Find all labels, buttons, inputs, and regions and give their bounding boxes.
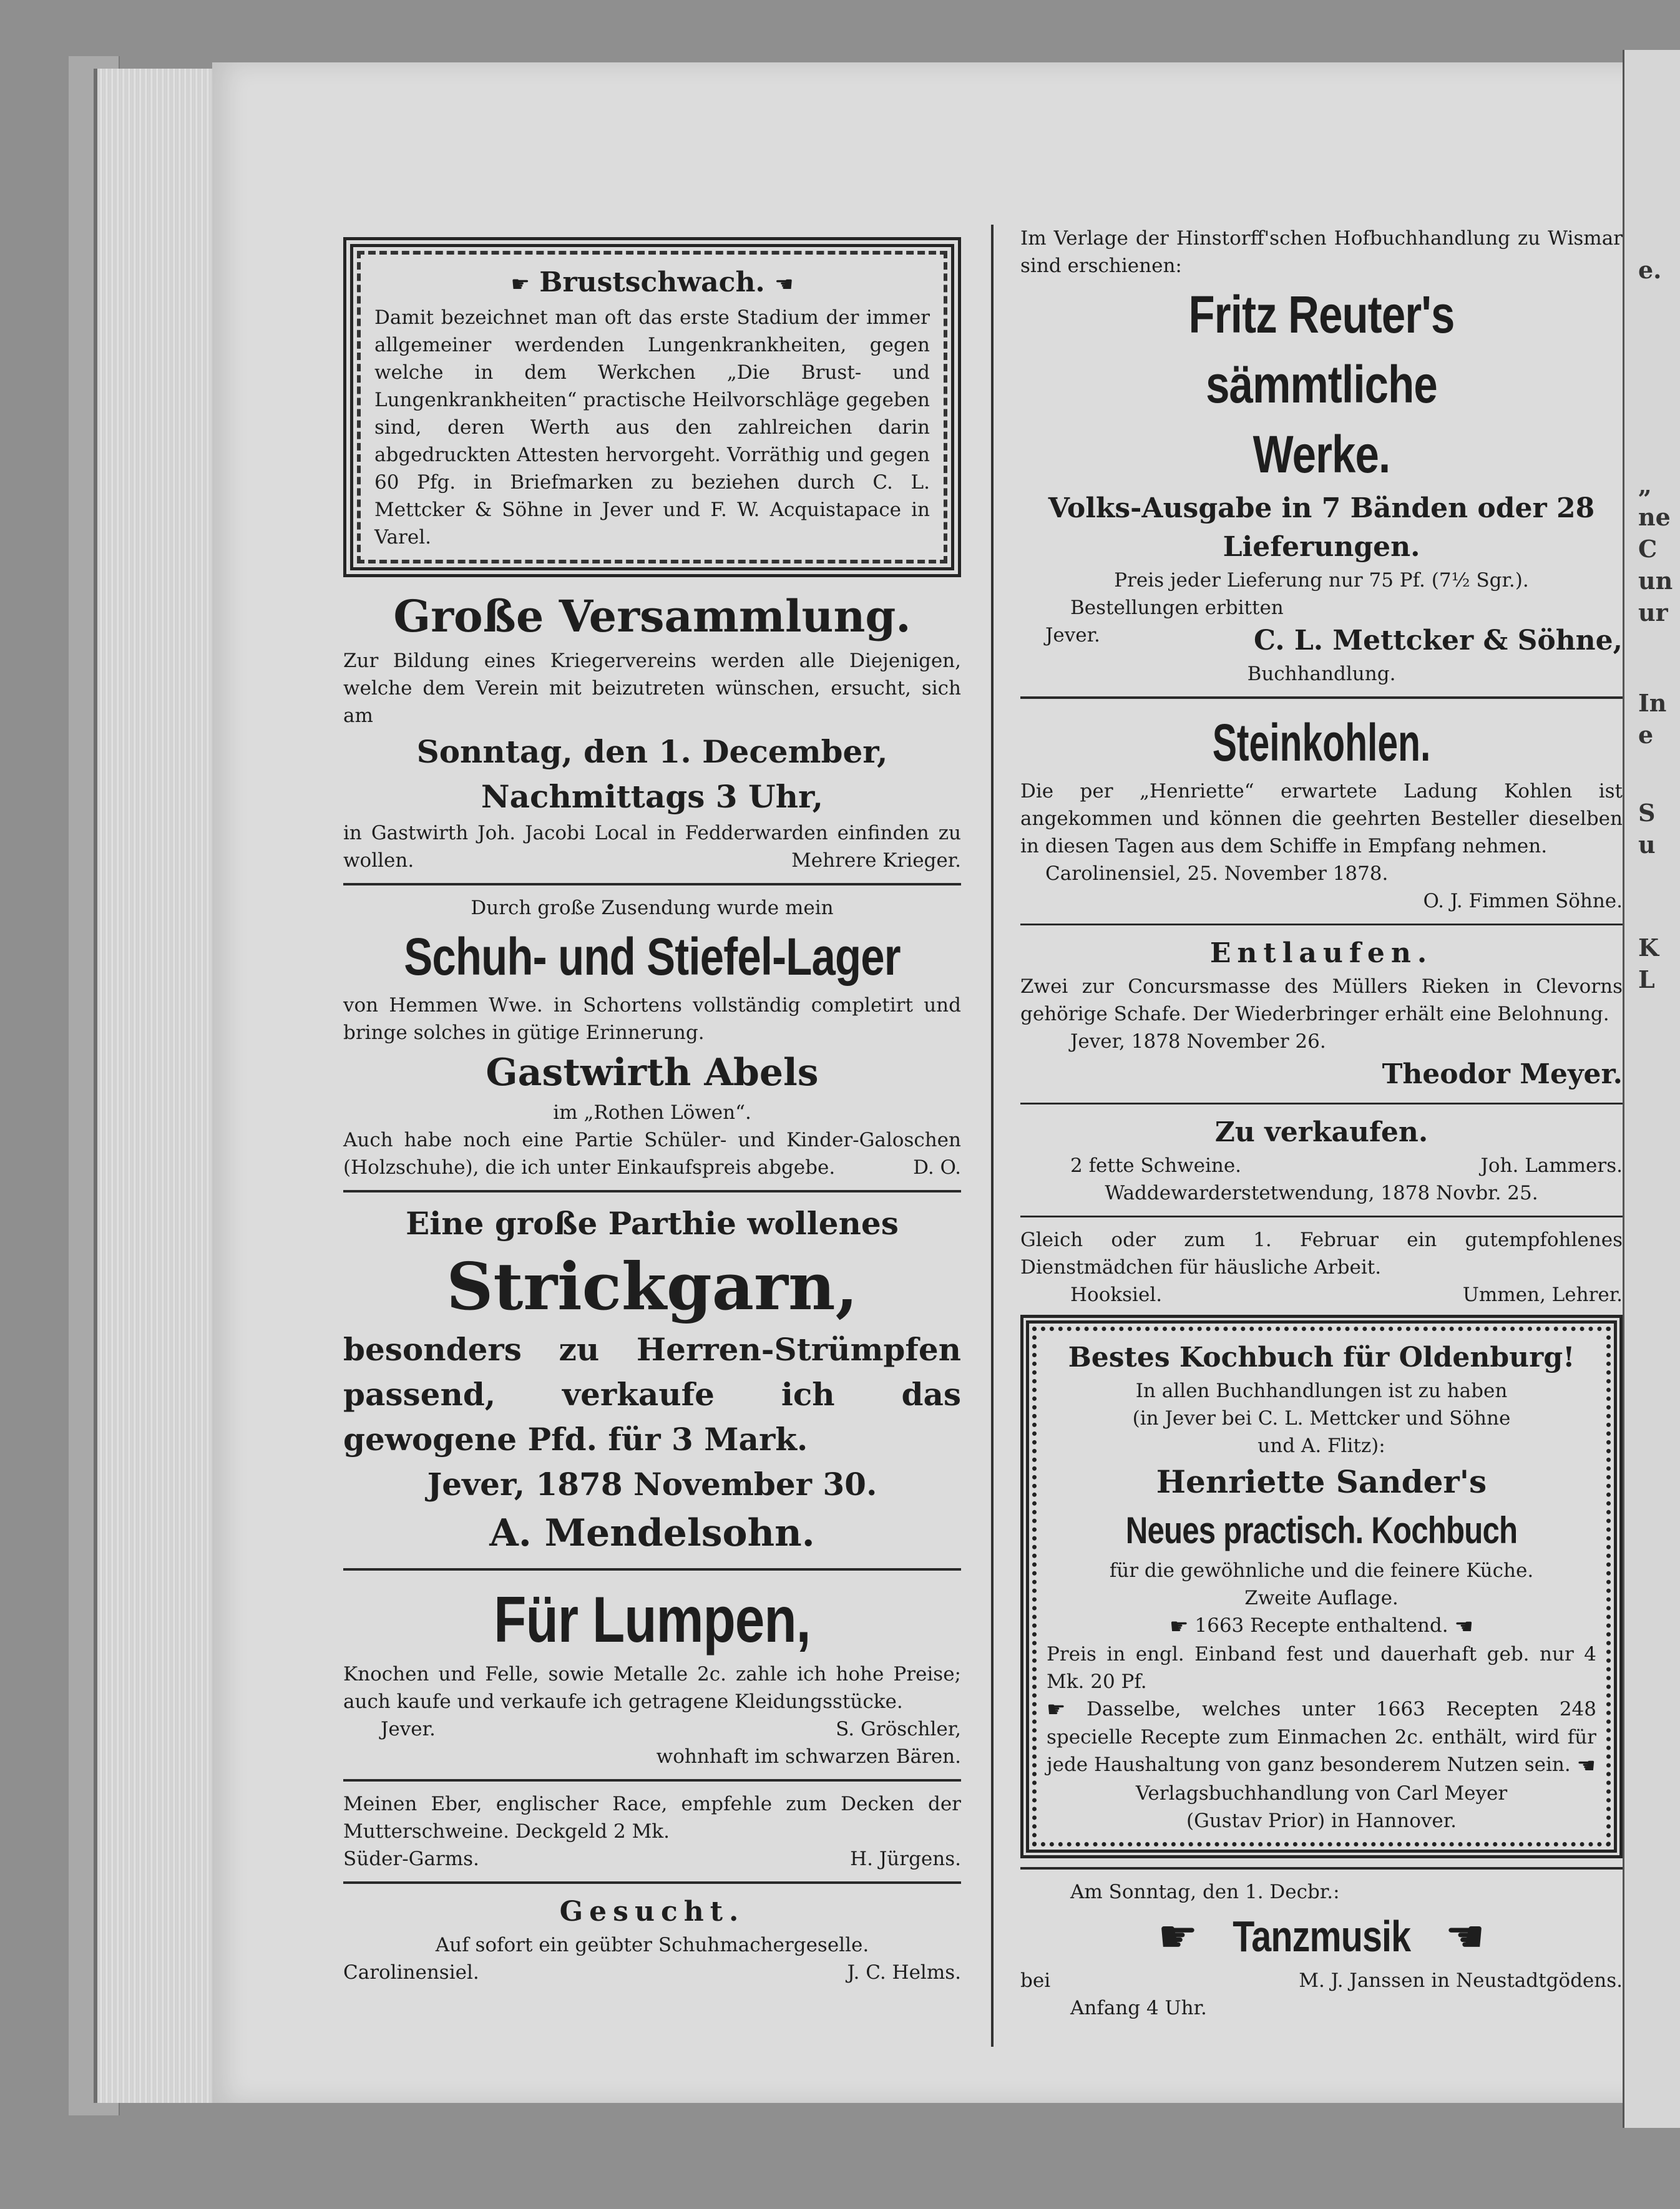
pointing-hand-icon: ☛ <box>1158 1909 1198 1963</box>
column-divider <box>991 225 994 2047</box>
ad-book-sub: für die gewöhnliche und die feinere Küche. <box>1109 1559 1534 1582</box>
ad-title: Strickgarn, <box>446 1247 858 1325</box>
ad-versammlung <box>343 586 961 874</box>
ad-kochbuch <box>1020 1315 1623 1858</box>
ad-address: wohnhaft im schwarzen Bären. <box>656 1745 961 1768</box>
ad-reuter <box>1020 225 1623 688</box>
left-column <box>343 237 961 1986</box>
ad-tanzmusik <box>1020 1878 1623 2022</box>
ad-place: Jever. <box>381 1717 436 1740</box>
separator <box>343 1190 961 1192</box>
ad-sign-row <box>1020 622 1623 660</box>
adjacent-fragment: ne <box>1638 503 1671 531</box>
separator <box>1020 1216 1623 1217</box>
ad-entlaufen <box>1020 934 1623 1094</box>
ad-start: Anfang 4 Uhr. <box>1070 1996 1207 2019</box>
ad-body: Meinen Eber, englischer Race, empfehle zum Decken der Mutterschweine. Deckgeld 2 Mk. <box>343 1792 961 1843</box>
ad-same: ☛ Dasselbe, welches unter 1663 Recepten 248 specielle Recepte zum Einmachen 2c. enthält, wird für jede Haushaltung von ganz besonderem Nutzen sein. ☚ <box>1047 1697 1596 1778</box>
adjacent-fragment: C <box>1638 535 1658 563</box>
ad-body: Damit bezeichnet man oft das erste Stadium der immer allgemeiner werdenden Lungenkrankheiten, gegen welche in dem Werkchen „Die Brust- und Lungenkrankheiten“ practische Heilvorschläge gegeben sind, deren Werth aus den zahlreichen darin abgedruckten Attesten hervorgeht. Vorräthig und gegen 60 Pfg. in Briefmarken zu beziehen durch C. L. Mettcker & Söhne in Jever und F. W. Acquistapace in Varel. <box>374 306 930 549</box>
ad-schuh-lager <box>343 894 961 1181</box>
ad-bei: bei <box>1020 1969 1051 1992</box>
ad-book-title: Neues practisch. Kochbuch <box>1125 1509 1518 1551</box>
ad-availability-2: (in Jever bei C. L. Mettcker und Söhne <box>1132 1407 1511 1430</box>
ad-body: Gleich oder zum 1. Februar ein gutempfohlenes Dienstmädchen für häusliche Arbeit. <box>1020 1229 1623 1279</box>
adjacent-fragment: e <box>1638 721 1654 749</box>
ad-place: im „Rothen Löwen“. <box>553 1101 751 1124</box>
ad-order: Bestellungen erbitten <box>1070 597 1284 619</box>
ad-signature: O. J. Fimmen Söhne. <box>1423 890 1623 912</box>
ad-zu-verkaufen <box>1020 1113 1623 1207</box>
ad-date: Waddewarderstetwendung, 1878 Novbr. 25. <box>1105 1182 1538 1204</box>
pointing-hand-icon: ☛ <box>510 271 530 297</box>
ad-title-2: Werke. <box>1253 425 1390 484</box>
ad-dienstmaedchen <box>1020 1226 1623 1309</box>
separator <box>343 1779 961 1782</box>
adjacent-fragment: un <box>1638 567 1673 595</box>
ad-availability-3: und A. Flitz): <box>1258 1435 1385 1457</box>
ad-recipes: ☛ 1663 Recepte enthaltend. ☚ <box>1170 1614 1473 1639</box>
ad-steinkohlen <box>1020 708 1623 915</box>
ad-place: Süder-Garms. <box>343 1847 479 1870</box>
pointing-hand-left-icon: ☚ <box>1454 1614 1473 1639</box>
ad-lumpen <box>343 1579 961 1770</box>
separator <box>1020 1103 1623 1104</box>
ad-strickgarn <box>343 1201 961 1559</box>
ad-eber <box>343 1790 961 1873</box>
ad-intro: Im Verlage der Hinstorff'schen Hofbuchhandlung zu Wismar sind erschienen: <box>1020 227 1623 277</box>
ad-title: Zu verkaufen. <box>1214 1116 1428 1148</box>
ad-name: A. Mendelsohn. <box>489 1511 815 1555</box>
ad-item-row <box>1020 1152 1623 1179</box>
ad-date: Jever, 1878 November 26. <box>1070 1030 1326 1053</box>
ad-sign-row <box>343 1959 961 1986</box>
ad-name: Joh. Lammers. <box>1480 1154 1623 1177</box>
separator <box>1020 1867 1623 1870</box>
ad-availability: In allen Buchhandlungen ist zu haben <box>1135 1380 1508 1402</box>
pointing-hand-left-icon: ☚ <box>1576 1753 1596 1778</box>
ad-name: Ummen, Lehrer. <box>1462 1284 1623 1306</box>
ad-title: Gesucht. <box>559 1895 745 1928</box>
ad-place: Jever. <box>1045 624 1100 646</box>
right-column <box>1020 225 1623 2022</box>
ad-name: Gastwirth Abels <box>486 1050 819 1095</box>
adjacent-fragment: L <box>1638 965 1655 993</box>
ad-when: Am Sonntag, den 1. Decbr.: <box>1070 1880 1340 1903</box>
ad-sign-row <box>1020 1281 1623 1309</box>
pointing-hand-icon: ☛ <box>1170 1614 1189 1639</box>
ad-date: Jever, 1878 November 30. <box>427 1465 877 1503</box>
ad-sign-row <box>343 1845 961 1873</box>
ad-signature: Mehrere Krieger. <box>791 849 961 872</box>
ad-title: Für Lumpen, <box>494 1583 811 1656</box>
ad-price: Preis in engl. Einband fest und dauerhaft geb. nur 4 Mk. 20 Pf. <box>1047 1642 1596 1693</box>
ad-gesucht <box>343 1893 961 1986</box>
ad-signature: D. O. <box>913 1156 961 1179</box>
adjacent-fragment: K <box>1638 934 1659 962</box>
ad-place: Hooksiel. <box>1070 1284 1163 1306</box>
ad-title: Schuh- und Stiefel-Lager <box>404 927 901 986</box>
ad-name: Theodor Meyer. <box>1382 1058 1623 1090</box>
ad-publisher: Verlagsbuchhandlung von Carl Meyer <box>1135 1782 1508 1805</box>
ad-line: Eine große Parthie wollenes <box>406 1204 899 1242</box>
ad-title-row <box>1020 1906 1623 1967</box>
adjacent-fragment: e. <box>1638 256 1662 284</box>
ad-intro: Durch große Zusendung wurde mein <box>471 896 834 919</box>
ad-place: in Gastwirth Joh. Jacobi Local in Fedderwarden einfinden zu wollen. <box>343 821 961 872</box>
ad-name: S. Gröschler, <box>836 1717 961 1740</box>
ad-name: H. Jürgens. <box>850 1847 961 1870</box>
ad-title: Große Versammlung. <box>393 590 911 642</box>
ad-firm-sub: Buchhandlung. <box>1247 663 1396 685</box>
ad-body: von Hemmen Wwe. in Schortens vollständig completirt und bringe solches in gütige Erinnerung. <box>343 993 961 1044</box>
separator <box>343 1568 961 1571</box>
ad-title: Steinkohlen. <box>1212 713 1431 772</box>
ad-title: Entlaufen. <box>1209 937 1433 969</box>
pointing-hand-left-icon: ☚ <box>774 271 794 297</box>
ad-edition: Zweite Auflage. <box>1244 1587 1399 1609</box>
separator <box>343 883 961 885</box>
ad-name: J. C. Helms. <box>847 1961 961 1984</box>
ad-price: Preis jeder Lieferung nur 75 Pf. (7½ Sgr.). <box>1114 569 1529 592</box>
ad-body: besonders zu Herren-Strümpfen passend, verkaufe ich das gewogene Pfd. für 3 Mark. <box>343 1330 961 1458</box>
ad-body: Auf sofort ein geübter Schuhmachergeselle. <box>435 1933 869 1956</box>
ad-firm: C. L. Mettcker & Söhne, <box>1253 625 1623 656</box>
adjacent-fragment: „ <box>1638 471 1652 499</box>
separator <box>343 1881 961 1884</box>
ad-host-row <box>1020 1967 1623 1994</box>
ad-title: Bestes Kochbuch für Oldenburg! <box>1068 1342 1575 1373</box>
ad-host: M. J. Janssen in Neustadtgödens. <box>1299 1969 1623 1992</box>
adjacent-fragment: ur <box>1638 598 1668 627</box>
ad-title: ☛ Brustschwach. ☚ <box>374 263 930 304</box>
pointing-hand-icon: ☛ <box>1047 1697 1066 1722</box>
ad-item: 2 fette Schweine. <box>1070 1154 1242 1177</box>
ad-place: Carolinensiel. <box>343 1961 479 1984</box>
ad-extra: Auch habe noch eine Partie Schüler- und Kinder-Galoschen (Holzschuhe), die ich unter Einkaufspreis abgebe. <box>343 1128 961 1179</box>
adjacent-fragment: In <box>1638 689 1667 717</box>
page-stack-edge <box>94 69 222 2103</box>
adjacent-page-strip <box>1623 50 1680 2128</box>
adjacent-fragment: S <box>1638 799 1656 827</box>
adjacent-fragment: u <box>1638 831 1656 859</box>
ad-body: Die per „Henriette“ erwartete Ladung Kohlen ist angekommen und können die geehrten Besteller dieselben in diesen Tagen aus dem Schiffe in Empfang nehmen. <box>1020 780 1623 857</box>
ad-brustschwach <box>343 237 961 577</box>
separator <box>1020 696 1623 699</box>
ad-time: Nachmittags 3 Uhr, <box>481 778 824 815</box>
ad-sign-row <box>343 1715 961 1743</box>
ad-body: Zwei zur Concursmasse des Müllers Rieken in Clevorns gehörige Schafe. Der Wiederbringer erhält eine Belohnung. <box>1020 975 1623 1025</box>
ad-body: Zur Bildung eines Kriegervereins werden alle Diejenigen, welche dem Verein mit beizutreten wünschen, ersucht, sich am <box>343 649 961 727</box>
ad-author: Henriette Sander's <box>1156 1463 1487 1500</box>
ad-date: Carolinensiel, 25. November 1878. <box>1045 862 1389 885</box>
ad-body: Knochen und Felle, sowie Metalle 2c. zahle ich hohe Preise; auch kaufe und verkaufe ich getragene Kleidungsstücke. <box>343 1662 961 1713</box>
pointing-hand-left-icon: ☚ <box>1445 1909 1485 1963</box>
ad-title: Tanzmusik <box>1232 1911 1411 1961</box>
ad-publisher-2: (Gustav Prior) in Hannover. <box>1186 1809 1457 1832</box>
ad-subtitle: Volks-Ausgabe in 7 Bänden oder 28 Lieferungen. <box>1048 492 1595 563</box>
ad-title: Fritz Reuter's sämmtliche <box>1188 285 1455 414</box>
separator <box>1020 924 1623 925</box>
ad-date: Sonntag, den 1. December, <box>416 733 888 770</box>
